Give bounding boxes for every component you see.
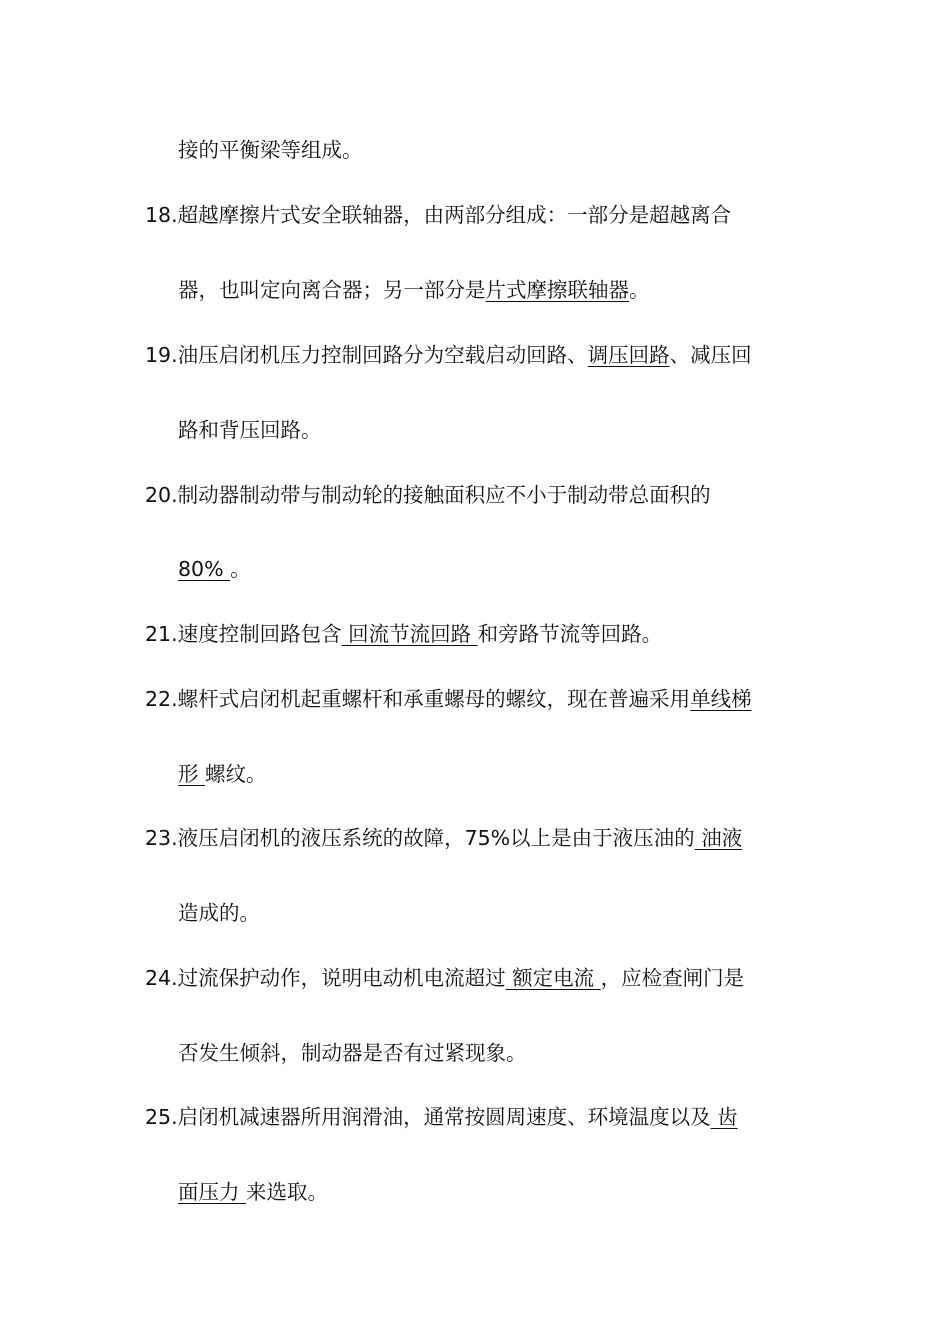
item-19-line-1 [145,341,752,369]
answer-blank: 面压力 [178,1180,247,1204]
text-span: 螺纹。 [205,762,267,786]
item-19-line-2 [178,416,322,444]
text-span: 来选取。 [246,1180,329,1204]
item-20-line-1 [145,481,711,509]
item-18-line-2 [178,276,650,304]
text-line [178,136,363,164]
text-span: 21.速度控制回路包含 [145,622,342,646]
item-24-line-2 [178,1039,527,1067]
text-span: 器，也叫定向离合器；另一部分是 [178,278,486,302]
item-21-line-1 [145,620,662,648]
text-span: 19.油压启闭机压力控制回路分为空载启动回路、 [145,343,588,367]
item-23-line-2 [178,899,260,927]
answer-blank: 齿 [710,1105,738,1129]
item-24-line-1 [145,964,744,992]
answer-blank: 形 [178,762,206,786]
text-span: 。 [230,557,251,581]
answer-blank: 调压回路 [587,343,670,367]
text-span: 25.启闭机减速器所用润滑油，通常按圆周速度、环境温度以及 [145,1105,711,1129]
text-span: 和旁路节流等回路。 [477,622,663,646]
text-span: 24.过流保护动作，说明电动机电流超过 [145,966,506,990]
text-span: 18.超越摩擦片式安全联轴器，由两部分组成：一部分是超越离合 [145,203,732,227]
text-span: 路和背压回路。 [178,418,322,442]
item-22-line-1 [145,685,752,713]
text-span: 否发生倾斜，制动器是否有过紧现象。 [178,1041,527,1065]
answer-blank: 80% [178,557,231,581]
item-18-line-1 [145,201,731,229]
text-span: 、减压回 [669,343,752,367]
text-span: 接的平衡梁等组成。 [178,138,363,162]
item-23-line-1 [145,824,742,852]
answer-blank: 油液 [694,826,743,850]
item-25-line-1 [145,1103,738,1131]
answer-blank: 回流节流回路 [341,622,478,646]
text-span: 。 [629,278,650,302]
text-span: 22.螺杆式启闭机起重螺杆和承重螺母的螺纹，现在普遍采用 [145,687,691,711]
item-22-line-2 [178,760,267,788]
item-20-line-2 [178,555,251,583]
text-span: 造成的。 [178,901,260,925]
item-25-line-2 [178,1178,328,1206]
text-span: 20.制动器制动带与制动轮的接触面积应不小于制动带总面积的 [145,483,711,507]
text-span: ，应检查闸门是 [600,966,745,990]
answer-blank: 单线梯 [690,687,752,711]
answer-blank: 额定电流 [505,966,601,990]
text-span: 23.液压启闭机的液压系统的故障，75%以上是由于液压油的 [145,826,695,850]
answer-blank: 片式摩擦联轴器 [485,278,629,302]
